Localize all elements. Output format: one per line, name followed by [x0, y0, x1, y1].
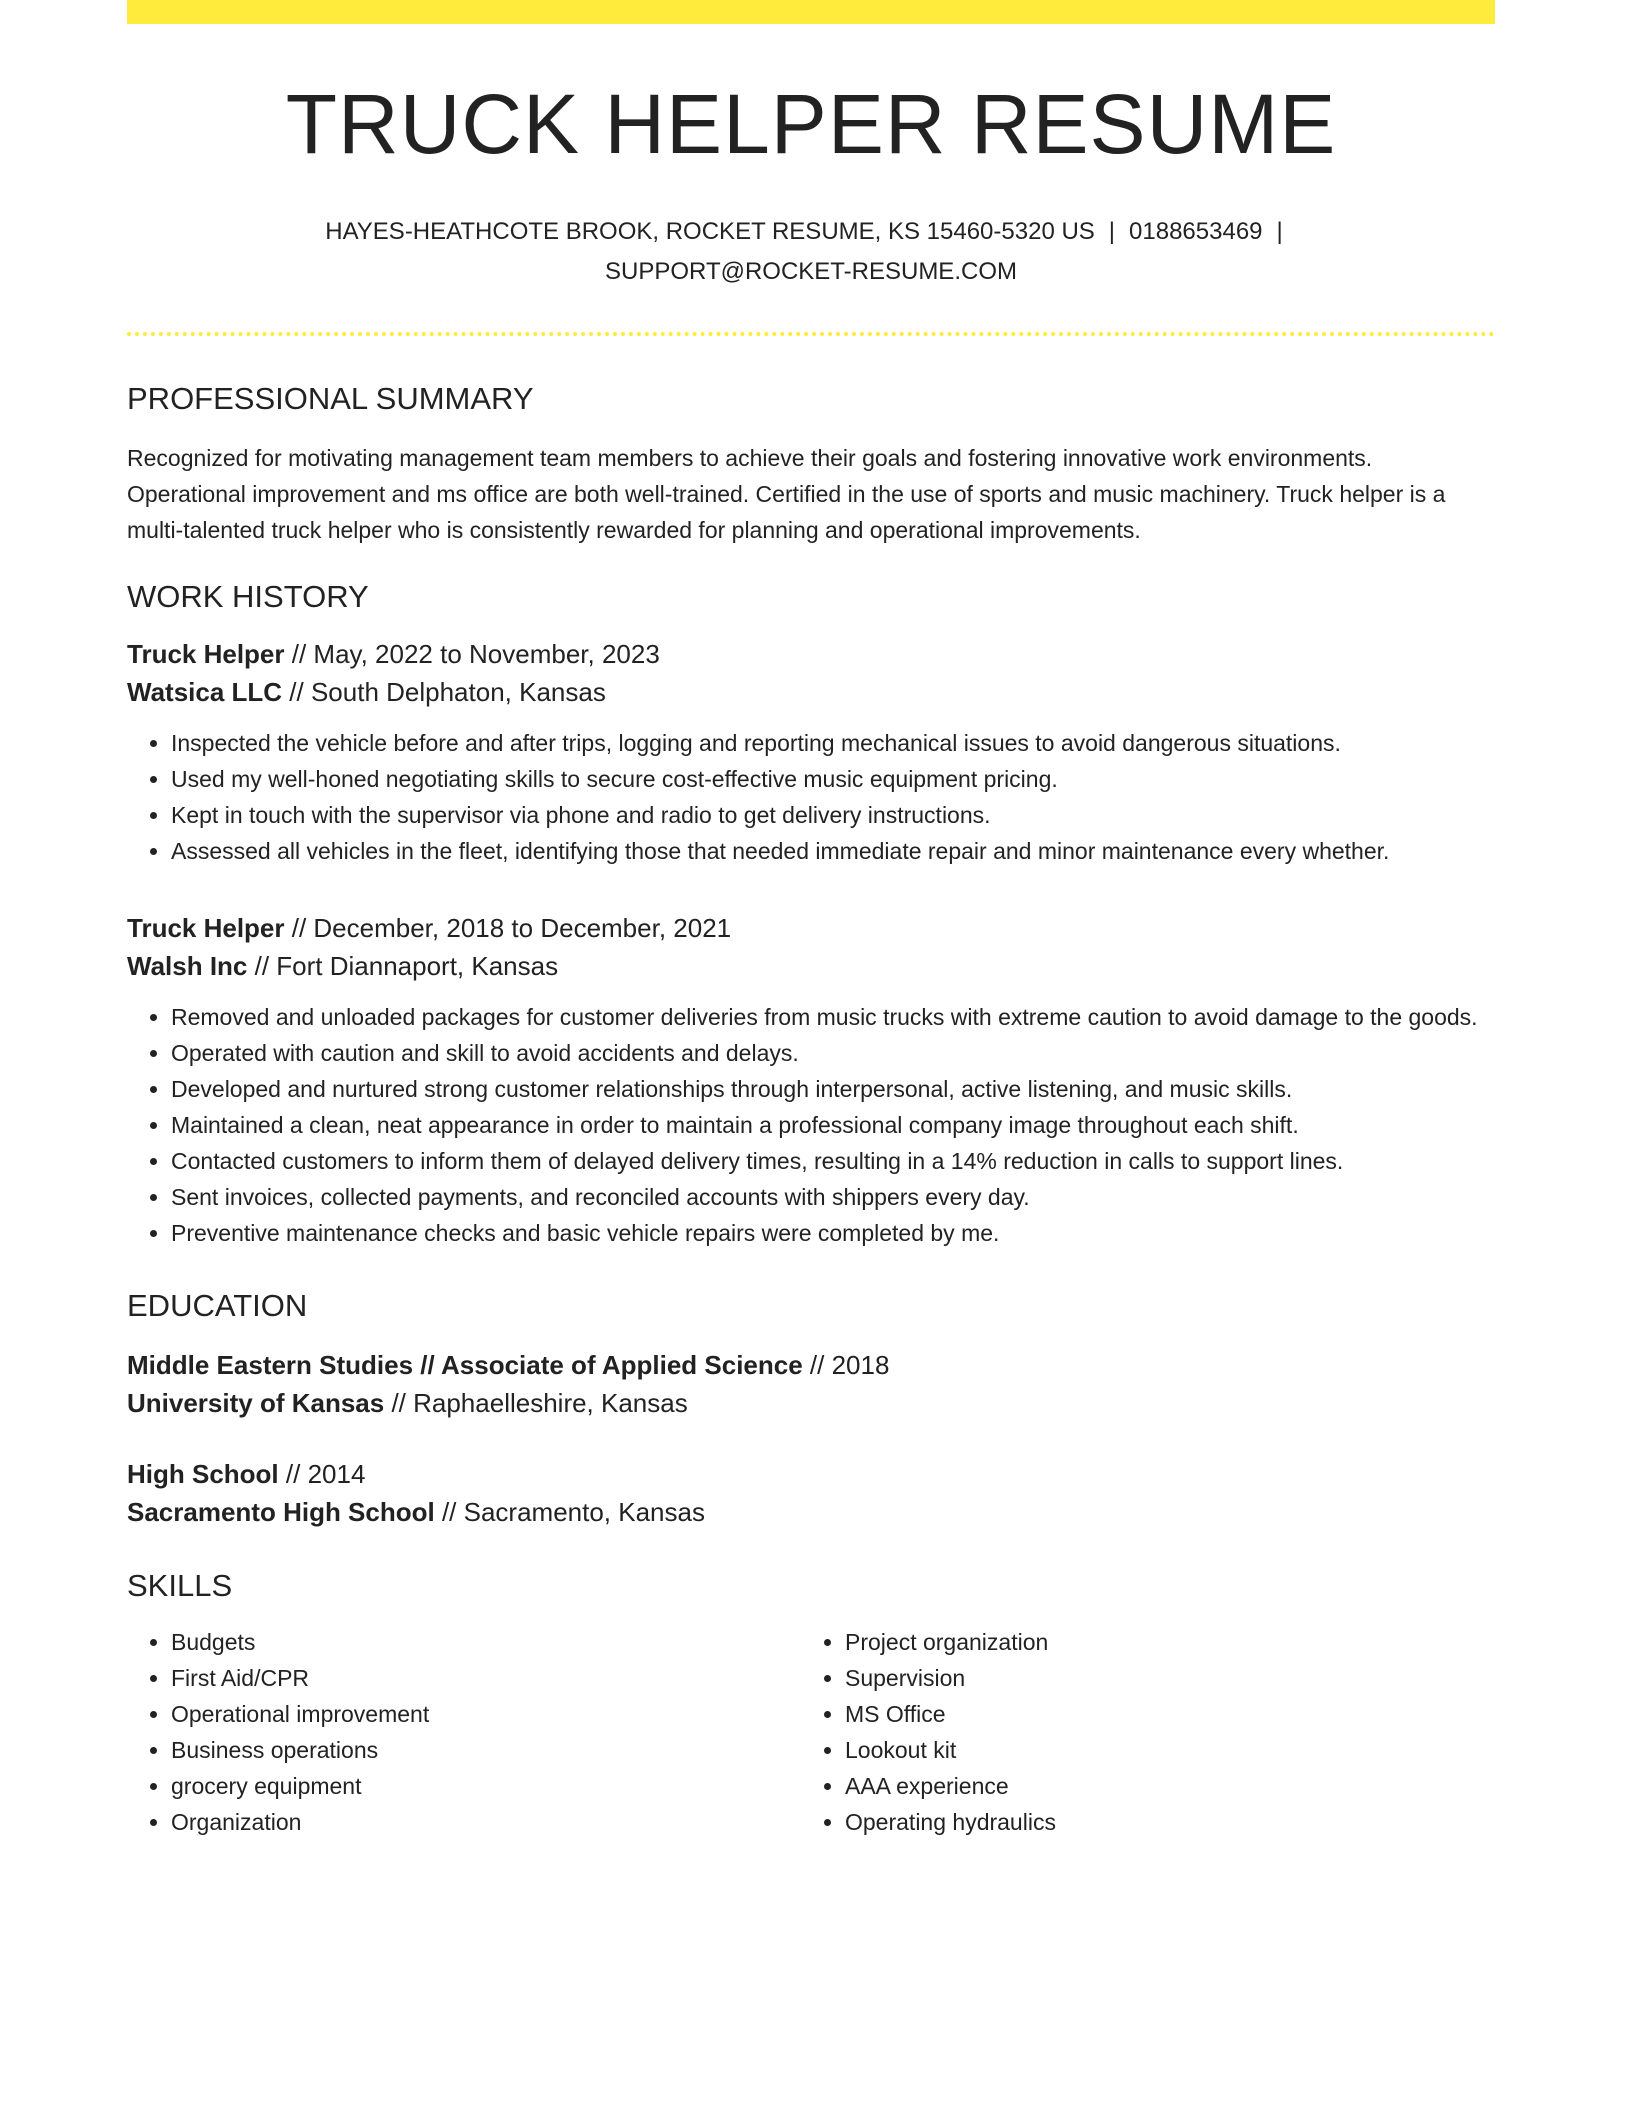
job-title-line: [127, 909, 1495, 947]
resume-content: [127, 24, 1495, 1840]
list-item: • Inspected the vehicle before and after trips, logging and reporting mechanical issues to avoid dangerous situations.: [171, 725, 1495, 761]
dotted-divider: [127, 332, 1495, 336]
list-item: • Preventive maintenance checks and basic vehicle repairs were completed by me.: [171, 1215, 1495, 1251]
list-item: • Kept in touch with the supervisor via phone and radio to get delivery instructions.: [171, 797, 1495, 833]
contact-address: HAYES-HEATHCOTE BROOK, ROCKET RESUME, KS 15460-5320 US: [325, 218, 1095, 246]
contact-info: [301, 212, 1321, 292]
education-heading: EDUCATION: [127, 1287, 308, 1323]
skill-item: • grocery equipment: [171, 1768, 801, 1804]
education-degree-line: [127, 1346, 1495, 1384]
list-item: • Used my well-honed negotiating skills to secure cost-effective music equipment pricing.: [171, 761, 1495, 797]
accent-top-bar: [127, 0, 1495, 24]
list-item: • Sent invoices, collected payments, and reconciled accounts with shippers every day.: [171, 1179, 1495, 1215]
skill-item: • Project organization: [845, 1624, 1475, 1660]
education-entry: [127, 1455, 1495, 1531]
job-title: Truck Helper: [127, 912, 285, 943]
job-company: Watsica LLC: [127, 676, 283, 707]
work-history-heading: WORK HISTORY: [127, 578, 369, 614]
skill-item: • MS Office: [845, 1696, 1475, 1732]
job-company: Walsh Inc: [127, 950, 248, 981]
skill-item: • Business operations: [171, 1732, 801, 1768]
skills-list-right: [801, 1624, 1475, 1840]
job-bullets: [127, 999, 1495, 1251]
job-dates: // May, 2022 to November, 2023: [284, 638, 660, 669]
list-item: • Assessed all vehicles in the fleet, identifying those that needed immediate repair and minor maintenance every whether.: [171, 833, 1495, 869]
skill-item: • AAA experience: [845, 1768, 1475, 1804]
list-item: • Maintained a clean, neat appearance in order to maintain a professional company image throughout each shift.: [171, 1107, 1495, 1143]
skill-item: • Operating hydraulics: [845, 1804, 1475, 1840]
skill-item: • First Aid/CPR: [171, 1660, 801, 1696]
list-item: • Removed and unloaded packages for customer deliveries from music trucks with extreme caution to avoid damage to the goods.: [171, 999, 1495, 1035]
job-entry: [127, 909, 1495, 1251]
skills-list-left: [127, 1624, 801, 1840]
job-location: // Fort Diannaport, Kansas: [247, 950, 559, 981]
list-item: • Developed and nurtured strong customer relationships through interpersonal, active listening, and music skills.: [171, 1071, 1495, 1107]
education-school-line: [127, 1384, 1495, 1422]
job-dates: // December, 2018 to December, 2021: [284, 912, 732, 943]
job-title-line: [127, 635, 1495, 673]
contact-phone: 0188653469: [1129, 218, 1263, 246]
skill-item: • Lookout kit: [845, 1732, 1475, 1768]
skills-heading: SKILLS: [127, 1567, 233, 1603]
job-bullets: [127, 725, 1495, 869]
education-degree-line: [127, 1455, 1495, 1493]
skill-item: • Budgets: [171, 1624, 801, 1660]
job-location: // South Delphaton, Kansas: [282, 676, 606, 707]
contact-separator: |: [1108, 218, 1116, 246]
education-location: // Raphaelleshire, Kansas: [384, 1387, 688, 1418]
list-item: • Operated with caution and skill to avoid accidents and delays.: [171, 1035, 1495, 1071]
skill-item: • Supervision: [845, 1660, 1475, 1696]
job-entry: [127, 635, 1495, 869]
education-location: // Sacramento, Kansas: [434, 1496, 705, 1527]
job-company-line: [127, 947, 1495, 985]
education-school-line: [127, 1493, 1495, 1531]
skills-columns: [127, 1624, 1495, 1840]
job-company-line: [127, 673, 1495, 711]
education-year: // 2018: [802, 1349, 890, 1380]
education-school: Sacramento High School: [127, 1496, 435, 1527]
job-title: Truck Helper: [127, 638, 285, 669]
education-school: University of Kansas: [127, 1387, 385, 1418]
contact-email: SUPPORT@ROCKET-RESUME.COM: [605, 258, 1017, 286]
skill-item: • Organization: [171, 1804, 801, 1840]
education-degree: High School: [127, 1458, 279, 1489]
education-entry: [127, 1346, 1495, 1422]
education-year: // 2014: [278, 1458, 366, 1489]
skill-item: • Operational improvement: [171, 1696, 801, 1732]
education-degree: Middle Eastern Studies // Associate of Applied Science: [127, 1349, 803, 1380]
summary-heading: PROFESSIONAL SUMMARY: [127, 381, 534, 417]
list-item: • Contacted customers to inform them of delayed delivery times, resulting in a 14% reduction in calls to support lines.: [171, 1143, 1495, 1179]
resume-title: TRUCK HELPER RESUME: [285, 77, 1337, 171]
summary-text: Recognized for motivating management team members to achieve their goals and fostering innovative work environments. Operational improvement and ms office are both well-trained. Certified in the use of sports and music machinery. Truck helper is a multi-talented truck helper who is consistently rewarded for planning and operational improvements.: [127, 444, 1446, 543]
contact-separator: |: [1276, 218, 1283, 246]
